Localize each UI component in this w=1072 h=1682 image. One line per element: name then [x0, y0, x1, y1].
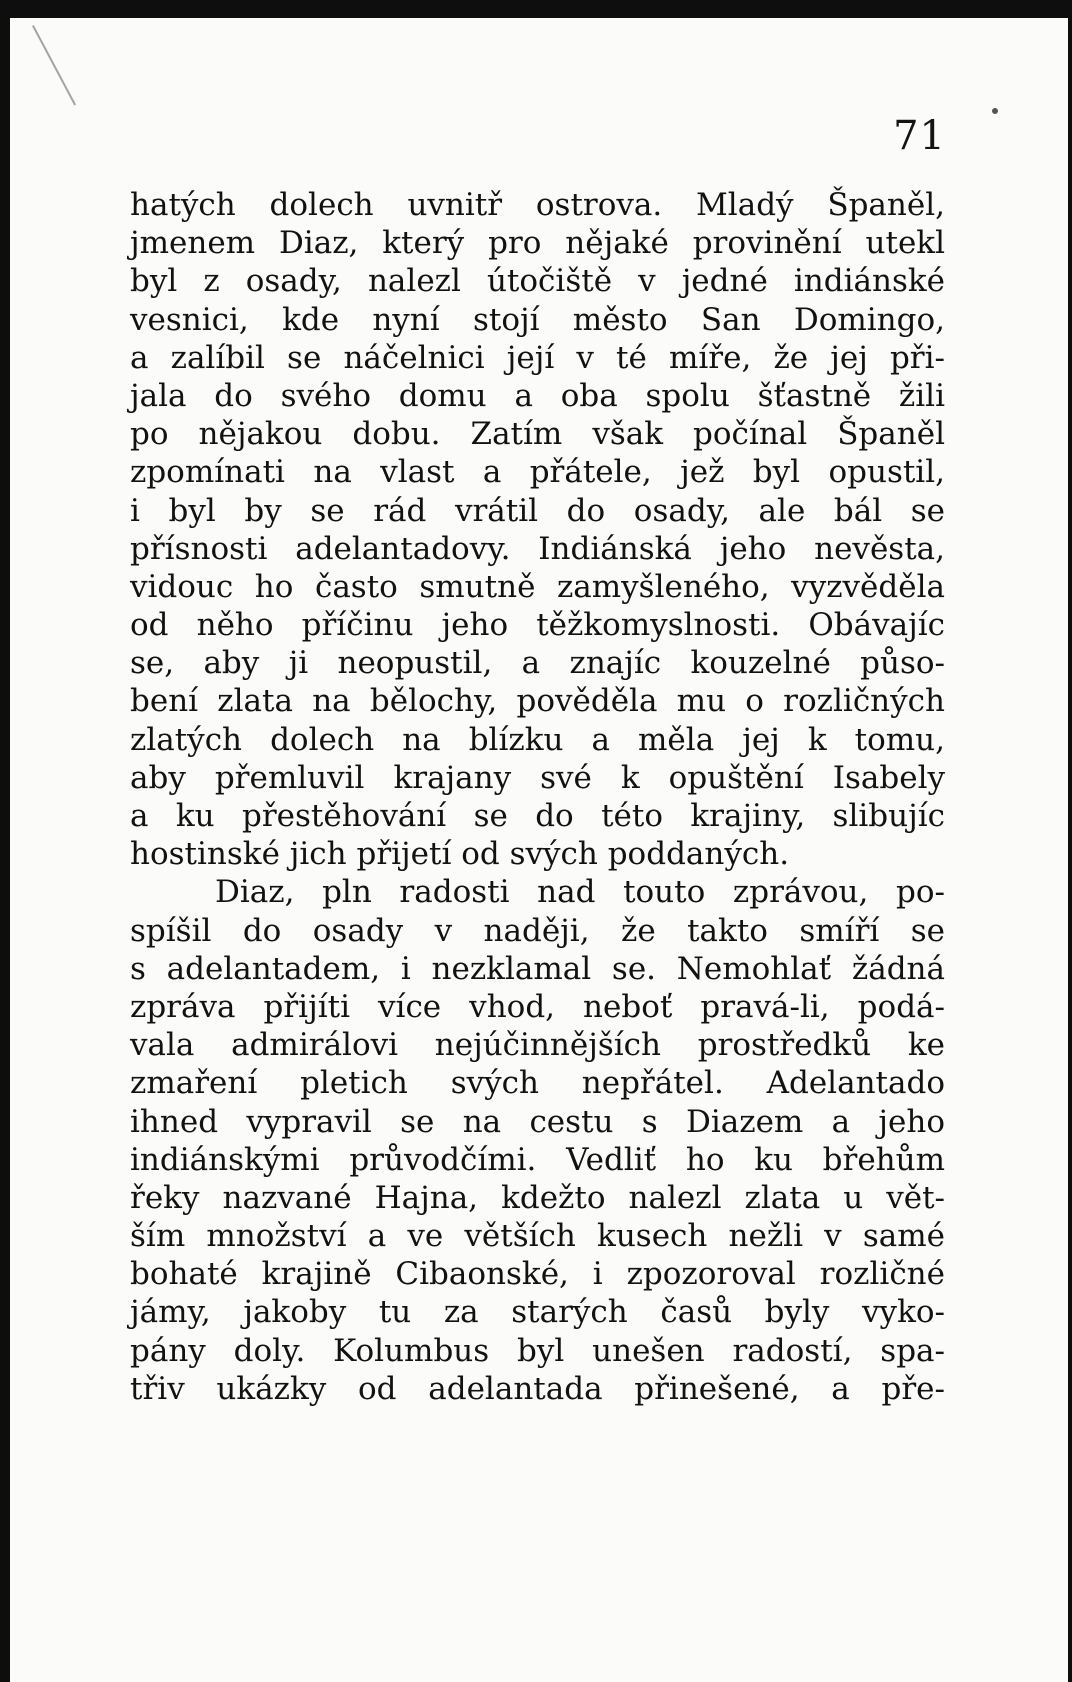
text-line: zpomínati na vlast a přátele, jež byl opustil, [130, 454, 945, 491]
ink-speck [992, 108, 998, 114]
text-line: zlatých dolech na blízku a měla jej k tomu, [130, 721, 945, 758]
body-text [130, 186, 945, 1408]
text-line: i byl by se rád vrátil do osady, ale bál se [130, 492, 945, 529]
book-page [10, 18, 1068, 1682]
text-line: pány doly. Kolumbus byl unešen radostí, spa- [130, 1332, 945, 1369]
text-line: zpráva přijíti více vhod, neboť pravá-li, podá- [130, 988, 945, 1025]
text-line: ším množství a ve větších kusech nežli v samé [130, 1218, 945, 1255]
text-line: vesnici, kde nyní stojí město San Domingo, [130, 301, 945, 338]
text-line: jmenem Diaz, který pro nějaké provinění utekl [130, 225, 945, 262]
text-line: byl z osady, nalezl útočiště v jedné indiánské [130, 263, 945, 300]
text-line: spíšil do osady v naději, že takto smíří se [130, 912, 945, 949]
text-line: a zalíbil se náčelnici její v té míře, že jej při- [130, 339, 945, 376]
text-line: se, aby ji neopustil, a znajíc kouzelné půso- [130, 645, 945, 682]
text-line: aby přemluvil krajany své k opuštění Isabely [130, 759, 945, 796]
paragraph-end-line: hostinské jich přijetí od svých poddaných. [130, 836, 790, 873]
text-line: hatých dolech uvnitř ostrova. Mladý Španěl, [130, 187, 945, 223]
text-line: bení zlata na bělochy, pověděla mu o rozličných [130, 683, 945, 720]
page-number: 71 [893, 113, 946, 159]
text-line: od něho příčinu jeho těžkomyslnosti. Obávajíc [130, 607, 945, 644]
text-line: po nějakou dobu. Zatím však počínal Španěl [130, 416, 945, 453]
page-crease [32, 25, 76, 105]
text-line: jala do svého domu a oba spolu šťastně žili [130, 377, 945, 414]
text-line: ihned vypravil se na cestu s Diazem a jeho [130, 1103, 945, 1140]
text-line: přísnosti adelantadovy. Indiánská jeho nevěsta, [130, 530, 945, 567]
text-line: zmaření pletich svých nepřátel. Adelantado [130, 1065, 945, 1102]
text-line: jámy, jakoby tu za starých časů byly vyko- [130, 1294, 945, 1331]
text-line: indiánskými průvodčími. Vedliť ho ku břehům [130, 1141, 945, 1178]
text-line: vala admirálovi nejúčinnějších prostředků ke [130, 1027, 945, 1064]
text-line: bohaté krajině Cibaonské, i zpozoroval rozličné [130, 1256, 945, 1293]
text-line: s adelantadem, i nezklamal se. Nemohlať žádná [130, 950, 945, 987]
text-line: řeky nazvané Hajna, kdežto nalezl zlata u vět- [130, 1179, 945, 1216]
paragraph-first-line: Diaz, pln radosti nad touto zprávou, po- [215, 874, 945, 911]
text-line: vidouc ho často smutně zamyšleného, vyzvěděla [130, 568, 945, 605]
text-line: třiv ukázky od adelantada přinešené, a pře- [130, 1370, 945, 1407]
text-line: a ku přestěhování se do této krajiny, slibujíc [130, 798, 945, 834]
